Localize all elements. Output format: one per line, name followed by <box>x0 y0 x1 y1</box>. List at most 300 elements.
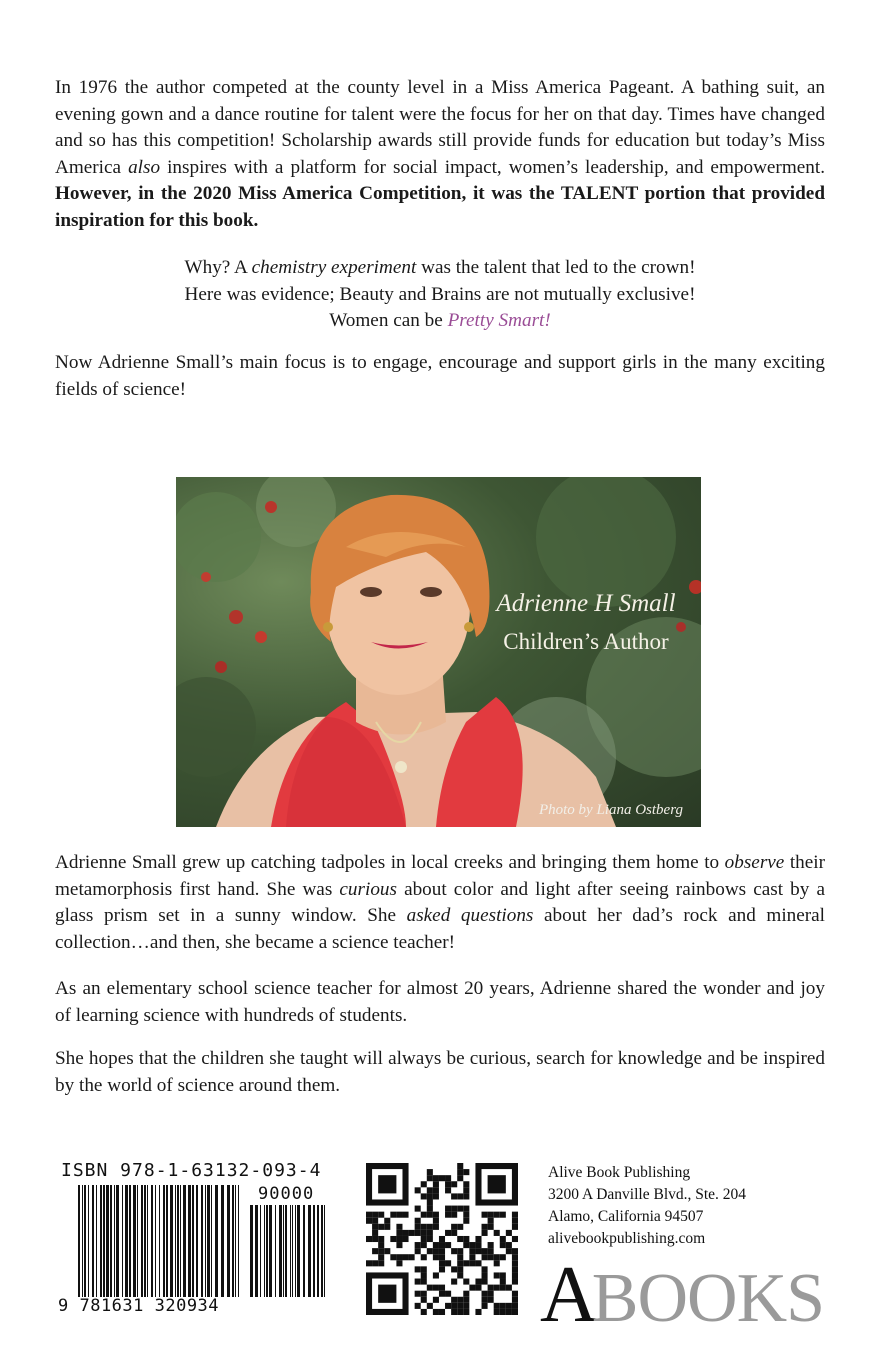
qr-module <box>512 1297 518 1303</box>
qr-module <box>457 1193 463 1199</box>
qr-module <box>433 1187 439 1193</box>
qr-module <box>396 1212 402 1218</box>
qr-module <box>439 1242 445 1248</box>
qr-module <box>494 1303 500 1309</box>
qr-module <box>433 1285 439 1291</box>
barcode-bar <box>137 1185 138 1297</box>
intro-text-1: In 1976 the author competed at the county level in a Miss America Pageant. A bathing suit, an evening gown and a dance routine for talent were the focus for her on that day. Times have changed and so has this competition! Scholarship awards still provide funds for education but today’s Miss America <box>55 77 825 178</box>
barcode-bar <box>151 1185 153 1297</box>
barcode-bar <box>166 1185 168 1297</box>
qr-module <box>396 1224 402 1230</box>
barcode-bar <box>295 1205 296 1297</box>
qr-module <box>409 1230 415 1236</box>
qr-module <box>494 1260 500 1266</box>
barcode-bar <box>227 1185 230 1297</box>
qr-module <box>433 1181 439 1187</box>
qr-module <box>396 1254 402 1260</box>
qr-module <box>500 1303 506 1309</box>
qr-module <box>451 1297 457 1303</box>
intro-bold: However, in the 2020 Miss America Competition, it was the TALENT portion that provided inspiration for this book. <box>55 183 825 231</box>
qr-module <box>451 1248 457 1254</box>
qr-module <box>415 1279 421 1285</box>
qr-module <box>415 1291 421 1297</box>
qr-module <box>378 1260 384 1266</box>
qr-module <box>433 1297 439 1303</box>
qr-module <box>482 1248 488 1254</box>
publisher-info <box>548 1162 746 1250</box>
barcode-bar <box>155 1185 156 1297</box>
qr-module <box>415 1242 421 1248</box>
qr-module <box>427 1169 433 1175</box>
qr-module <box>482 1272 488 1278</box>
qr-finder <box>378 1175 396 1193</box>
qr-module <box>415 1266 421 1272</box>
qr-module <box>433 1254 439 1260</box>
qr-module <box>421 1272 427 1278</box>
qr-module <box>482 1230 488 1236</box>
qr-module <box>469 1254 475 1260</box>
qr-module <box>427 1187 433 1193</box>
qr-module <box>482 1303 488 1309</box>
barcode-bar <box>317 1205 319 1297</box>
qr-module <box>488 1254 494 1260</box>
qr-module <box>378 1242 384 1248</box>
qr-module <box>415 1303 421 1309</box>
qr-module <box>463 1187 469 1193</box>
qr-module <box>512 1291 518 1297</box>
qr-module <box>445 1291 451 1297</box>
qr-module <box>463 1291 469 1297</box>
barcode-bar <box>205 1185 206 1297</box>
barcode-bar <box>283 1205 284 1297</box>
qr-module <box>427 1193 433 1199</box>
qr-module <box>402 1254 408 1260</box>
barcode-bar <box>170 1185 173 1297</box>
qr-module <box>500 1279 506 1285</box>
barcode-bar <box>183 1185 186 1297</box>
qr-module <box>463 1309 469 1315</box>
barcode-bar <box>175 1185 176 1297</box>
qr-module <box>445 1206 451 1212</box>
qr-module <box>500 1236 506 1242</box>
barcode-bar <box>235 1185 236 1297</box>
qr-module <box>457 1303 463 1309</box>
barcode-bar <box>275 1205 276 1297</box>
qr-module <box>427 1224 433 1230</box>
abooks-logo <box>540 1251 825 1339</box>
qr-module <box>475 1285 481 1291</box>
qr-module <box>494 1285 500 1291</box>
qr-module <box>457 1254 463 1260</box>
logo-letter-a: A <box>540 1251 598 1339</box>
qr-module <box>396 1230 402 1236</box>
qr-module <box>445 1303 451 1309</box>
ean-digits: 9 781631 320934 <box>58 1296 220 1316</box>
publisher-website: alivebookpublishing.com <box>548 1230 706 1247</box>
qr-module <box>457 1272 463 1278</box>
qr-module <box>366 1218 372 1224</box>
qr-module <box>463 1303 469 1309</box>
qr-module <box>378 1254 384 1260</box>
qr-module <box>506 1285 512 1291</box>
qr-module <box>415 1218 421 1224</box>
barcode-bar <box>260 1205 261 1297</box>
qr-module <box>475 1260 481 1266</box>
barcode-bar <box>106 1185 109 1297</box>
barcode-bar <box>292 1205 293 1297</box>
qr-module <box>421 1266 427 1272</box>
qr-module <box>433 1224 439 1230</box>
qr-module <box>421 1224 427 1230</box>
barcode-bar <box>125 1185 128 1297</box>
qr-module <box>409 1254 415 1260</box>
qr-module <box>372 1212 378 1218</box>
qr-module <box>439 1266 445 1272</box>
qr-module <box>494 1309 500 1315</box>
qr-module <box>445 1230 451 1236</box>
barcode-bar <box>321 1205 323 1297</box>
qr-finder <box>488 1175 506 1193</box>
qr-module <box>512 1236 518 1242</box>
pretty-smart: Pretty Smart! <box>447 310 551 331</box>
intro-text-2: inspires with a platform for social impact, women’s leadership, and empowerment. <box>160 156 825 178</box>
qr-module <box>463 1181 469 1187</box>
qr-module <box>512 1309 518 1315</box>
publisher-city: Alamo, California 94507 <box>548 1208 704 1225</box>
qr-module <box>421 1230 427 1236</box>
qr-module <box>457 1169 463 1175</box>
qr-module <box>366 1260 372 1266</box>
qr-module <box>488 1291 494 1297</box>
barcode-bar <box>264 1205 265 1297</box>
barcode-bar <box>147 1185 148 1297</box>
qr-module <box>421 1279 427 1285</box>
barcode-bar <box>255 1205 258 1297</box>
qr-module <box>457 1248 463 1254</box>
qr-module <box>445 1260 451 1266</box>
qr-module <box>494 1272 500 1278</box>
barcode-bar <box>207 1185 210 1297</box>
why-line-1-em: chemistry experiment <box>251 257 417 278</box>
qr-module <box>482 1224 488 1230</box>
qr-module <box>512 1254 518 1260</box>
photo-credit: Photo by Liana Ostberg <box>538 802 683 818</box>
qr-module <box>463 1297 469 1303</box>
qr-module <box>475 1236 481 1242</box>
why-line-2: Here was evidence; Beauty and Brains are not mutually exclusive! <box>184 283 696 305</box>
qr-module <box>366 1236 372 1242</box>
qr-module <box>500 1309 506 1315</box>
qr-module <box>372 1248 378 1254</box>
qr-module <box>433 1272 439 1278</box>
qr-module <box>439 1260 445 1266</box>
qr-module <box>384 1248 390 1254</box>
qr-module <box>512 1224 518 1230</box>
qr-module <box>512 1218 518 1224</box>
barcode-bar <box>232 1185 234 1297</box>
qr-module <box>427 1285 433 1291</box>
qr-module <box>451 1224 457 1230</box>
qr-module <box>427 1248 433 1254</box>
qr-module <box>421 1242 427 1248</box>
qr-module <box>457 1206 463 1212</box>
qr-module <box>469 1285 475 1291</box>
barcode-bar <box>290 1205 291 1297</box>
qr-finder <box>378 1285 396 1303</box>
qr-module <box>445 1212 451 1218</box>
qr-module <box>439 1309 445 1315</box>
qr-module <box>433 1248 439 1254</box>
qr-module <box>457 1266 463 1272</box>
author-photo <box>176 477 701 827</box>
qr-module <box>421 1181 427 1187</box>
qr-module <box>506 1248 512 1254</box>
barcode-bar <box>192 1185 194 1297</box>
qr-module <box>433 1212 439 1218</box>
why-block <box>55 255 825 335</box>
hopes-paragraph: She hopes that the children she taught will always be curious, search for knowledge and be inspired by the world of science around them. <box>55 1048 825 1096</box>
qr-module <box>427 1303 433 1309</box>
qr-module <box>512 1212 518 1218</box>
qr-module <box>451 1266 457 1272</box>
qr-module <box>445 1242 451 1248</box>
qr-module <box>463 1169 469 1175</box>
qr-module <box>512 1303 518 1309</box>
qr-module <box>439 1248 445 1254</box>
qr-module <box>488 1218 494 1224</box>
qr-module <box>439 1175 445 1181</box>
qr-code <box>366 1163 518 1315</box>
qr-module <box>402 1212 408 1218</box>
qr-module <box>396 1260 402 1266</box>
qr-module <box>488 1212 494 1218</box>
why-line-3 <box>55 308 825 335</box>
barcode-bar <box>201 1185 203 1297</box>
addon-bars <box>250 1205 328 1297</box>
qr-module <box>415 1248 421 1254</box>
why-line-1 <box>55 255 825 282</box>
qr-module <box>396 1236 402 1242</box>
qr-module <box>384 1218 390 1224</box>
logo-books: BOOKS <box>591 1260 825 1337</box>
barcode-bar <box>92 1185 94 1297</box>
qr-module <box>402 1230 408 1236</box>
bio-text-a: Adrienne Small grew up catching tadpoles in local creeks and bringing them home to <box>55 852 725 873</box>
barcode-bar <box>144 1185 146 1297</box>
qr-module <box>445 1181 451 1187</box>
qr-module <box>390 1236 396 1242</box>
barcode-bar <box>313 1205 315 1297</box>
qr-module <box>451 1303 457 1309</box>
qr-module <box>463 1260 469 1266</box>
qr-module <box>421 1291 427 1297</box>
barcode-bar <box>297 1205 300 1297</box>
qr-module <box>421 1297 427 1303</box>
qr-module <box>402 1236 408 1242</box>
qr-module <box>415 1206 421 1212</box>
bio-text-d: about her dad’s rock and mineral collection…and then, she became a science teacher! <box>55 905 825 953</box>
isbn-barcode <box>58 1160 333 1320</box>
qr-module <box>372 1224 378 1230</box>
qr-module <box>463 1279 469 1285</box>
qr-module <box>439 1285 445 1291</box>
qr-module <box>378 1224 384 1230</box>
qr-module <box>415 1187 421 1193</box>
qr-module <box>445 1187 451 1193</box>
barcode-bar <box>114 1185 115 1297</box>
bio-observe: observe <box>724 852 785 873</box>
qr-module <box>439 1254 445 1260</box>
qr-module <box>445 1175 451 1181</box>
barcode-bar <box>303 1205 305 1297</box>
barcode-bar <box>215 1185 218 1297</box>
barcode-bar <box>96 1185 97 1297</box>
qr-module <box>451 1206 457 1212</box>
barcode-bar <box>221 1185 224 1297</box>
why-line-3-a: Women can be <box>329 310 448 331</box>
qr-module <box>457 1236 463 1242</box>
barcode-bar <box>269 1205 272 1297</box>
barcode-bar <box>279 1205 282 1297</box>
qr-module <box>451 1279 457 1285</box>
bio-paragraph <box>55 850 825 956</box>
qr-module <box>488 1248 494 1254</box>
qr-module <box>421 1254 427 1260</box>
qr-module <box>366 1212 372 1218</box>
qr-module <box>433 1193 439 1199</box>
qr-module <box>482 1254 488 1260</box>
qr-module <box>512 1266 518 1272</box>
publisher-name: Alive Book Publishing <box>548 1164 691 1181</box>
qr-module <box>469 1260 475 1266</box>
barcode-bar <box>196 1185 198 1297</box>
barcode-bar <box>211 1185 212 1297</box>
qr-module <box>494 1212 500 1218</box>
qr-module <box>433 1309 439 1315</box>
barcode-bar <box>84 1185 86 1297</box>
publisher-street: 3200 A Danville Blvd., Ste. 204 <box>548 1186 747 1203</box>
barcode-bar <box>163 1185 165 1297</box>
qr-module <box>427 1212 433 1218</box>
isbn-number: ISBN 978-1-63132-093-4 <box>61 1160 322 1181</box>
qr-module <box>451 1309 457 1315</box>
qr-module <box>439 1291 445 1297</box>
qr-module <box>482 1212 488 1218</box>
qr-module <box>390 1254 396 1260</box>
barcode-bar <box>159 1185 160 1297</box>
qr-module <box>378 1236 384 1242</box>
qr-module <box>421 1236 427 1242</box>
qr-module <box>451 1212 457 1218</box>
barcode-bar <box>129 1185 131 1297</box>
qr-module <box>500 1254 506 1260</box>
barcode-bar <box>180 1185 181 1297</box>
qr-module <box>512 1248 518 1254</box>
qr-module <box>433 1218 439 1224</box>
qr-module <box>457 1260 463 1266</box>
qr-module <box>427 1175 433 1181</box>
qr-module <box>372 1236 378 1242</box>
qr-module <box>427 1236 433 1242</box>
barcode-bar <box>82 1185 83 1297</box>
barcode-bar <box>103 1185 105 1297</box>
qr-module <box>451 1181 457 1187</box>
qr-module <box>372 1218 378 1224</box>
bio-text-c: about color and light after seeing rainbows cast by a glass prism set in a sunny window. She <box>55 878 825 926</box>
qr-module <box>469 1242 475 1248</box>
photo-caption-role: Children’s Author <box>503 629 669 654</box>
qr-module <box>384 1224 390 1230</box>
qr-module <box>488 1297 494 1303</box>
qr-module <box>512 1260 518 1266</box>
bio-asked-questions: asked questions <box>406 905 534 926</box>
qr-module <box>390 1212 396 1218</box>
qr-module <box>463 1242 469 1248</box>
qr-module <box>463 1193 469 1199</box>
barcode-bar <box>238 1185 239 1297</box>
qr-module <box>475 1309 481 1315</box>
qr-module <box>512 1279 518 1285</box>
qr-module <box>457 1163 463 1169</box>
qr-module <box>506 1230 512 1236</box>
qr-module <box>506 1303 512 1309</box>
qr-module <box>415 1230 421 1236</box>
qr-module <box>457 1175 463 1181</box>
barcode-bar <box>88 1185 89 1297</box>
qr-module <box>482 1266 488 1272</box>
qr-module <box>475 1279 481 1285</box>
qr-module <box>500 1212 506 1218</box>
why-line-1-b: was the talent that led to the crown! <box>416 257 696 278</box>
qr-module <box>506 1309 512 1315</box>
barcode-bar <box>250 1205 253 1297</box>
qr-module <box>433 1175 439 1181</box>
qr-module <box>488 1242 494 1248</box>
qr-module <box>451 1193 457 1199</box>
qr-module <box>457 1297 463 1303</box>
qr-module <box>439 1236 445 1242</box>
photo-caption-name: Adrienne H Small <box>496 590 676 617</box>
barcode-bar <box>116 1185 119 1297</box>
barcode-bar <box>177 1185 179 1297</box>
qr-module <box>372 1230 378 1236</box>
why-line-1-a: Why? A <box>184 257 252 278</box>
qr-module <box>415 1224 421 1230</box>
qr-module <box>396 1242 402 1248</box>
qr-module <box>372 1260 378 1266</box>
qr-module <box>506 1242 512 1248</box>
qr-module <box>500 1272 506 1278</box>
qr-module <box>378 1212 384 1218</box>
qr-module <box>457 1309 463 1315</box>
qr-module <box>463 1206 469 1212</box>
qr-module <box>427 1199 433 1205</box>
intro-emphasis-also: also <box>128 156 161 178</box>
qr-module <box>378 1248 384 1254</box>
qr-module <box>488 1224 494 1230</box>
qr-module <box>494 1254 500 1260</box>
qr-module <box>421 1193 427 1199</box>
intro-paragraph <box>55 75 825 234</box>
barcode-bar <box>266 1205 268 1297</box>
qr-module <box>488 1285 494 1291</box>
qr-module <box>427 1206 433 1212</box>
price-code: 90000 <box>258 1184 315 1204</box>
qr-module <box>451 1230 457 1236</box>
qr-module <box>482 1297 488 1303</box>
qr-module <box>463 1236 469 1242</box>
qr-module <box>463 1218 469 1224</box>
